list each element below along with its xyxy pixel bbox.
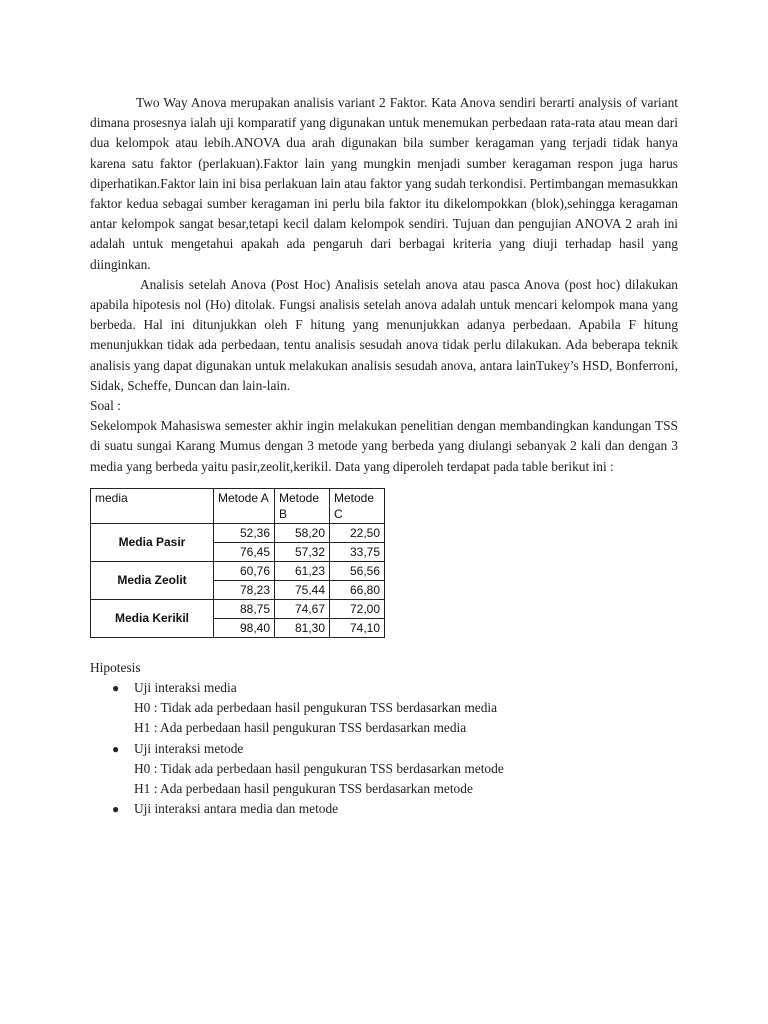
hipotesis-list	[90, 678, 678, 819]
table-corner-header: media	[91, 488, 214, 523]
document-page	[90, 93, 678, 819]
table-cell: 74,10	[330, 618, 385, 637]
list-item	[90, 678, 678, 698]
table-cell: 52,36	[214, 523, 275, 542]
table-cell: 33,75	[330, 542, 385, 561]
bullet-icon: ●	[112, 681, 120, 696]
table-cell: 98,40	[214, 618, 275, 637]
table-header-row	[91, 488, 385, 523]
table-cell: 58,20	[275, 523, 330, 542]
list-item	[90, 698, 678, 718]
header-metode-a: Metode A	[214, 488, 275, 523]
table-row	[91, 523, 385, 542]
table-cell: 22,50	[330, 523, 385, 542]
table-cell: 81,30	[275, 618, 330, 637]
posthoc-paragraph: Analisis setelah Anova (Post Hoc) Analisis setelah anova atau pasca Anova (post hoc) dilakukan apabila hipotesis nol (Ho) ditolak. Fungsi analisis setelah anova adalah untuk mencari kelompok mana yang berbeda. Hal ini ditunjukkan oleh F hitung yang menunjukkan adanya perbedaan. Apabila F hitung menunjukkan tidak ada perbedaan, tentu analisis sesudah anova tidak perlu dilakukan. Ada beberapa teknik analisis yang dapat digunakan untuk melakukan analisis sesudah anova, antara lainTukey’s HSD, Bonferroni, Sidak, Scheffe, Duncan dan lain-lain.	[90, 276, 678, 393]
list-item	[90, 799, 678, 819]
list-item	[90, 779, 678, 799]
hipotesis-item-label: Uji interaksi metode	[134, 740, 244, 756]
table-cell: 57,32	[275, 542, 330, 561]
table-cell: 56,56	[330, 561, 385, 580]
table-cell: 61,23	[275, 561, 330, 580]
list-item	[90, 759, 678, 779]
tss-data-table	[90, 488, 385, 638]
table-cell: 76,45	[214, 542, 275, 561]
table-row	[91, 561, 385, 580]
bullet-icon: ●	[112, 741, 120, 756]
table-cell: 75,44	[275, 580, 330, 599]
table-cell: 60,76	[214, 561, 275, 580]
hipotesis-item-label: Uji interaksi antara media dan metode	[134, 801, 339, 817]
bullet-icon: ●	[112, 802, 120, 817]
hipotesis-item-label: Uji interaksi media	[134, 680, 237, 696]
header-metode-c: Metode C	[330, 488, 385, 523]
table-cell: 72,00	[330, 599, 385, 618]
hipotesis-h0: H0 : Tidak ada perbedaan hasil pengukuran TSS berdasarkan metode	[134, 760, 504, 776]
table-cell: 66,80	[330, 580, 385, 599]
row-label-zeolit: Media Zeolit	[91, 561, 214, 599]
header-metode-b: Metode B	[275, 488, 330, 523]
table-cell: 74,67	[275, 599, 330, 618]
list-item	[90, 739, 678, 759]
soal-label: Soal :	[90, 398, 121, 414]
intro-paragraph: Two Way Anova merupakan analisis variant 2 Faktor. Kata Anova sendiri berarti analysis of variant dimana prosesnya ialah uji komparatif yang digunakan untuk menemukan perbedaan rata-rata atau mean dari dua kelompok atau lebih.ANOVA dua arah digunakan bila sumber keragaman yang terjadi tidak hanya karena satu faktor (perlakuan).Faktor lain yang mungkin menjadi sumber keragaman respon juga harus diperhatikan.Faktor lain ini bisa perlakuan lain atau faktor yang sudah terkondisi. Pertimbangan memasukkan faktor kedua sebagai sumber keragaman ini perlu bila faktor itu dikelompokkan (blok),sehingga keragaman antar kelompok sangat besar,tetapi kecil dalam kelompok sendiri. Tujuan dan pengujian ANOVA 2 arah ini adalah untuk mengetahui apakah ada pengaruh dari berbagai kriteria yang diuji terhadap hasil yang diinginkan.	[90, 95, 678, 272]
table-cell: 78,23	[214, 580, 275, 599]
hipotesis-title: Hipotesis	[90, 659, 141, 675]
hipotesis-h0: H0 : Tidak ada perbedaan hasil pengukuran TSS berdasarkan media	[134, 700, 498, 716]
table-row	[91, 599, 385, 618]
list-item	[90, 718, 678, 738]
hipotesis-h1: H1 : Ada perbedaan hasil pengukuran TSS berdasarkan media	[134, 720, 467, 736]
soal-paragraph: Sekelompok Mahasiswa semester akhir ingin melakukan penelitian dengan membandingkan kandungan TSS di suatu sungai Karang Mumus dengan 3 metode yang berbeda yang diulangi sebanyak 2 kali dan dengan 3 media yang berbeda yaitu pasir,zeolit,kerikil. Data yang diperoleh terdapat pada table berikut ini :	[90, 418, 678, 474]
row-label-kerikil: Media Kerikil	[91, 599, 214, 637]
hipotesis-h1: H1 : Ada perbedaan hasil pengukuran TSS berdasarkan metode	[134, 781, 473, 797]
hipotesis-section	[90, 658, 678, 820]
row-label-pasir: Media Pasir	[91, 523, 214, 561]
table-cell: 88,75	[214, 599, 275, 618]
